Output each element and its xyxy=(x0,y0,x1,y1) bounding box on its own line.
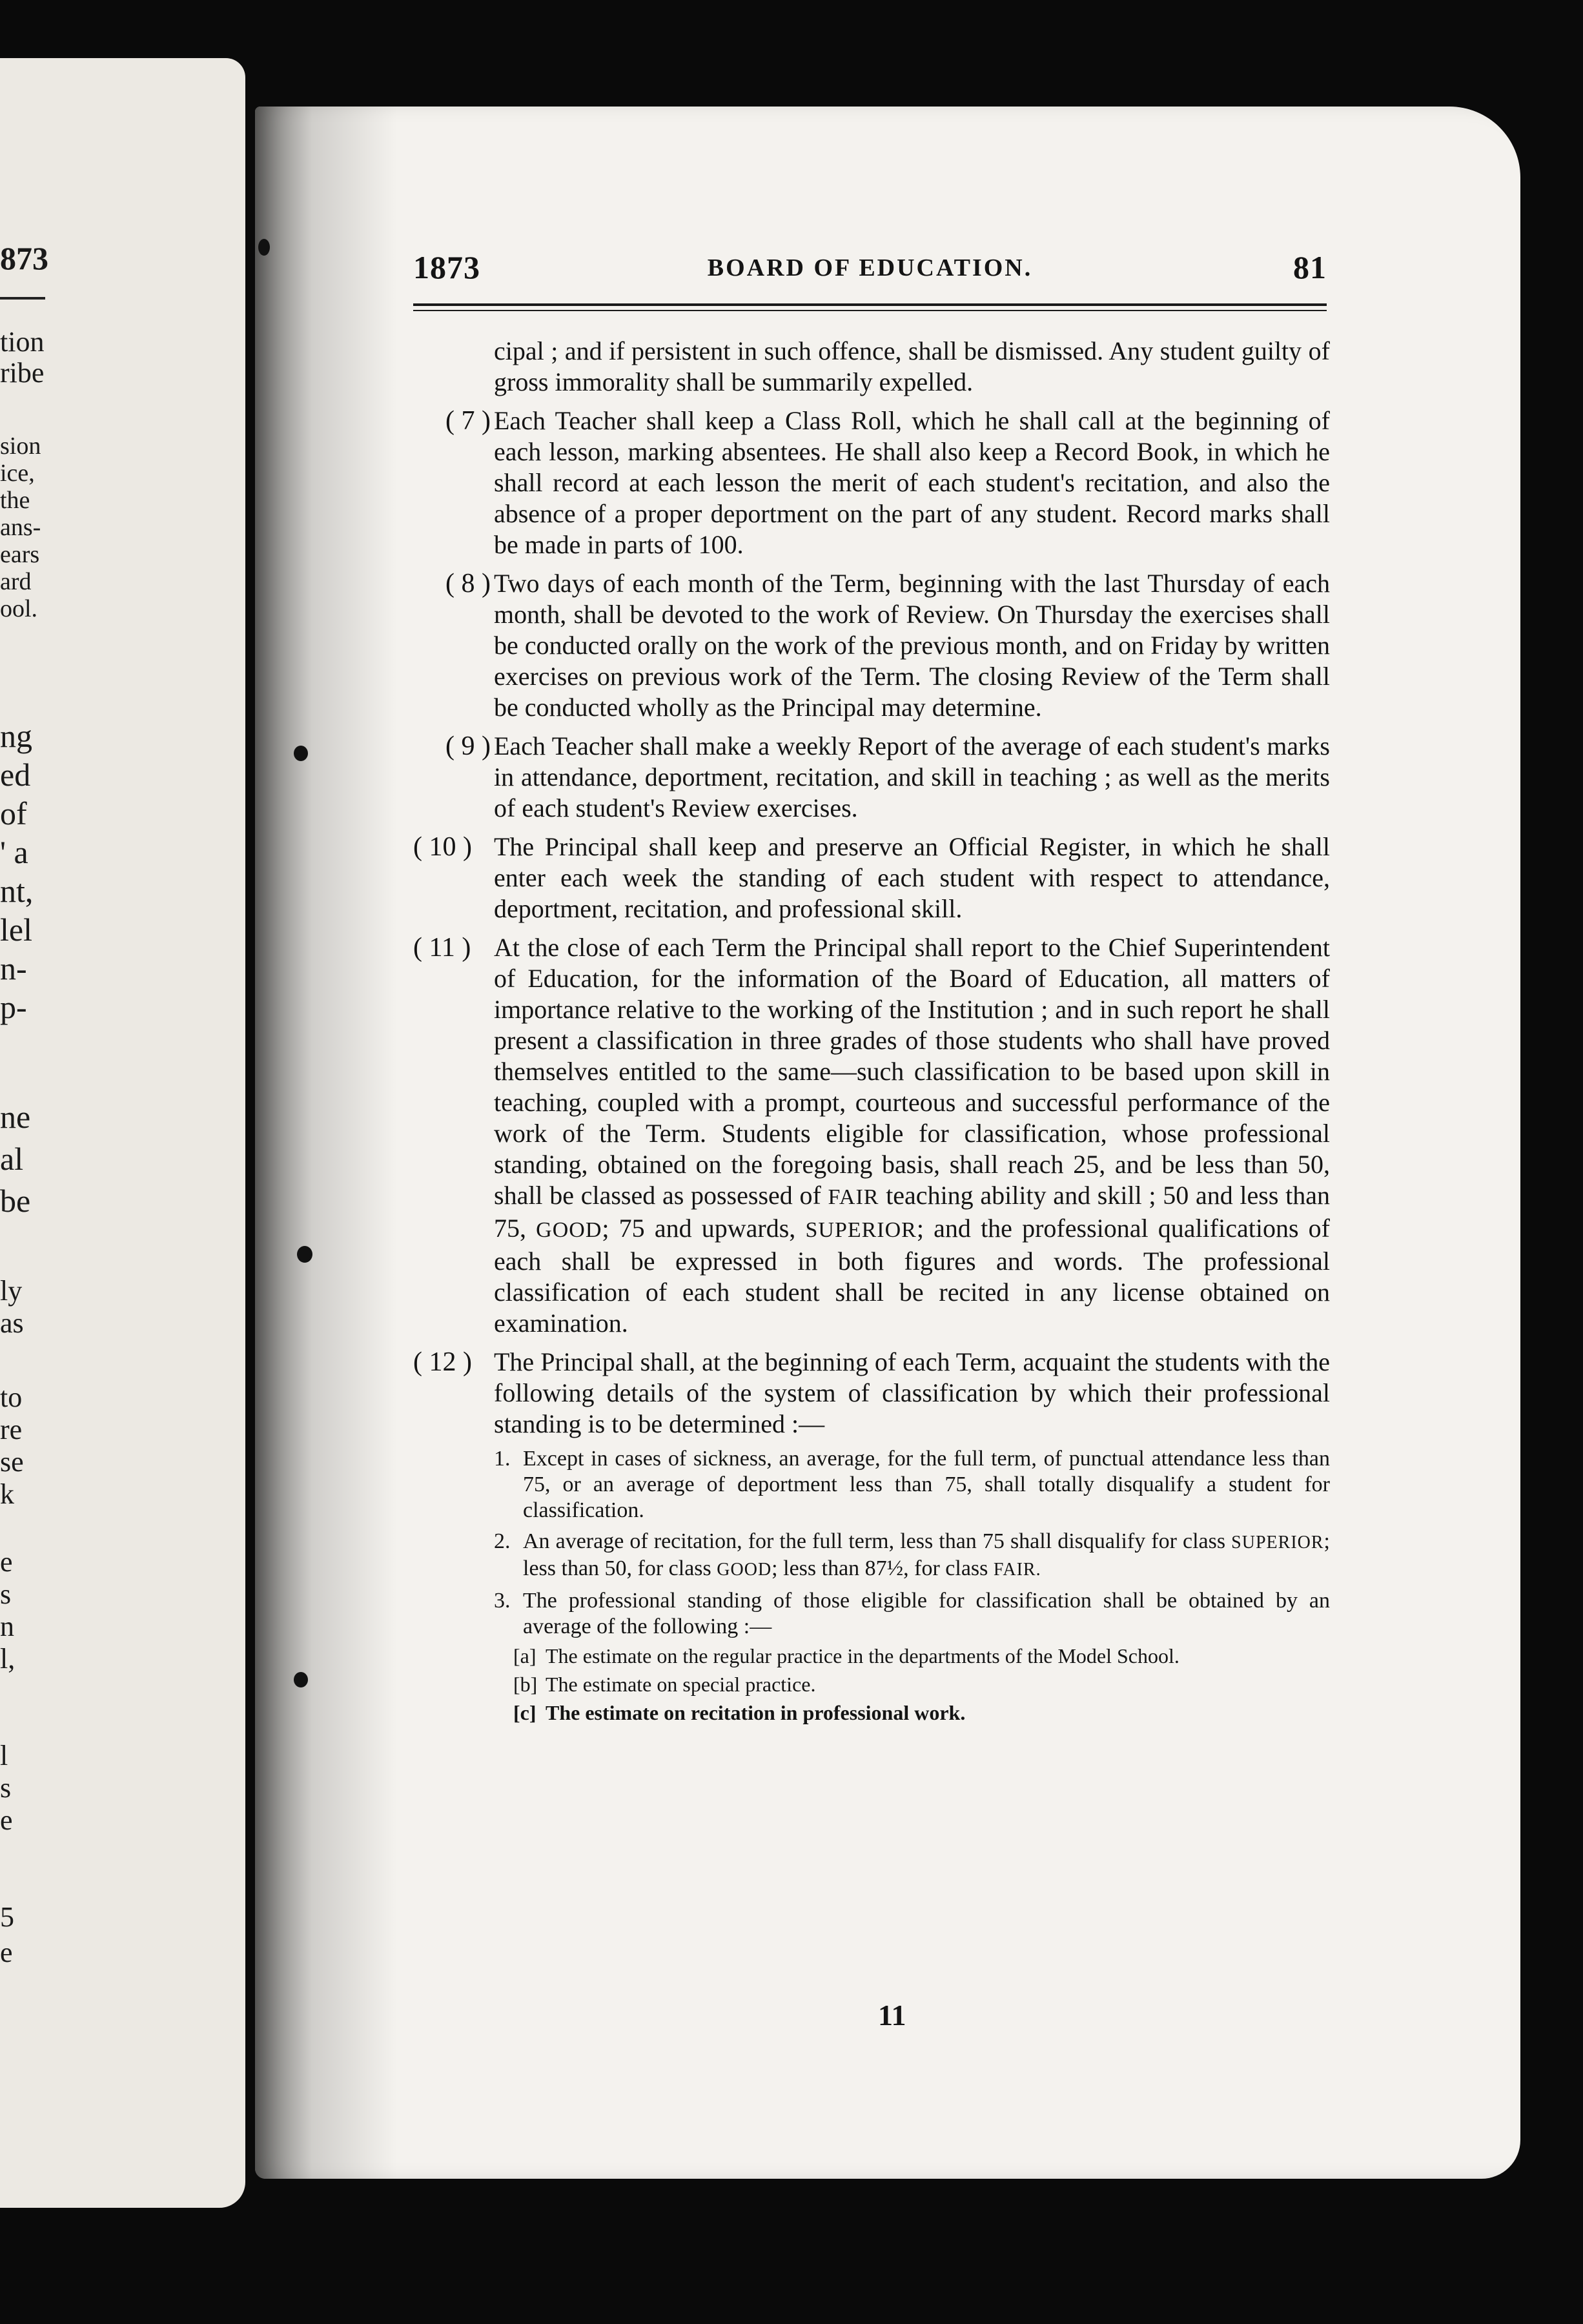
header-year: 1873 xyxy=(413,249,480,285)
adjacent-text-fragment: ribe xyxy=(0,357,45,389)
adjacent-text-fragment: ears xyxy=(0,541,40,568)
adjacent-text-fragment: ed xyxy=(0,757,31,793)
paragraph-number: ( 11 ) xyxy=(413,933,471,963)
grade-superior: SUPERIOR xyxy=(805,1218,917,1242)
detail-text: An average of recitation, for the full term, less than 75 shall disqualify for class xyxy=(523,1529,1226,1553)
paragraph-text: Each Teacher shall keep a Class Roll, which he shall call at the beginning of each lesson, marking absentees. He shall also keep a Record Book, in which he shall record at each lesson the merit of each student's recitation, and also the absence of a proper deportment on the part of any student. Record marks shall be made in parts of 100. xyxy=(494,406,1330,559)
detail-text: The professional standing of those eligible for classification shall be obtained by an average of the following :— xyxy=(523,1589,1330,1638)
detail-text: ; less than 50, for class xyxy=(523,1529,1330,1580)
sub-item-c xyxy=(494,1700,1330,1725)
sub-item-text: The estimate on recitation in professional work. xyxy=(546,1701,966,1724)
paragraph-text: The Principal shall keep and preserve an Official Register, in which he shall enter each week the standing of each student with respect to attendance, deportment, recitation, and professional skill. xyxy=(494,832,1330,923)
detail-number: 3. xyxy=(494,1589,511,1613)
rule-paragraph-7 xyxy=(413,405,1330,560)
adjacent-text-fragment: ice, xyxy=(0,460,35,487)
adjacent-text-fragment: ans- xyxy=(0,514,41,541)
header-rule xyxy=(413,310,1327,311)
adjacent-text-fragment: n- xyxy=(0,950,27,986)
adjacent-text-fragment: the xyxy=(0,487,30,514)
rule-paragraph-11 xyxy=(413,932,1330,1339)
adjacent-text-fragment: s xyxy=(0,1772,12,1804)
adjacent-text-fragment: n xyxy=(0,1611,14,1642)
rule-paragraph-10 xyxy=(413,831,1330,924)
adjacent-text-fragment: re xyxy=(0,1414,23,1445)
rule-paragraph-8 xyxy=(413,568,1330,723)
adjacent-text-fragment: l, xyxy=(0,1643,15,1675)
page-number: 81 xyxy=(1293,249,1327,285)
grade-good: GOOD xyxy=(717,1560,772,1580)
rule-paragraph-12 xyxy=(413,1347,1330,1440)
rule-paragraph-9 xyxy=(413,731,1330,824)
detail-text: ; less than 87½, for class xyxy=(771,1556,988,1580)
detail-item-3 xyxy=(494,1588,1330,1640)
adjacent-text-fragment: lel xyxy=(0,912,32,948)
paragraph-text: The Principal shall, at the beginning of each Term, acquaint the students with the following details of the system of classification by which their professional standing is to be determined :— xyxy=(494,1347,1330,1438)
adjacent-page-fragment xyxy=(0,58,245,2208)
detail-number: 2. xyxy=(494,1529,511,1553)
sub-item-label: [b] xyxy=(513,1673,538,1696)
adjacent-text-fragment: l xyxy=(0,1740,8,1771)
running-title: BOARD OF EDUCATION. xyxy=(707,254,1033,281)
grade-fair: FAIR xyxy=(828,1185,879,1209)
adjacent-text-fragment: sion xyxy=(0,433,41,460)
page-body xyxy=(413,336,1330,1725)
adjacent-text-fragment: ng xyxy=(0,718,32,754)
adjacent-text-fragment: to xyxy=(0,1381,23,1413)
paragraph-number: ( 7 ) xyxy=(445,406,491,436)
sub-item-b xyxy=(494,1672,1330,1697)
paragraph-text: Two days of each month of the Term, beginning with the last Thursday of each month, shall be devoted to the work of Review. On Thursday the exercises shall be conducted orally on the work of the previous month, and on Friday by written exercises on previous work of the Term. The closing Review of the Term shall be conducted wholly as the Principal may determine. xyxy=(494,569,1330,722)
paragraph-number: ( 8 ) xyxy=(445,569,491,598)
detail-item-1 xyxy=(494,1446,1330,1524)
paragraph-text: ; and the professional qualifications of each shall be expressed in both figures and words. The professional classification of each student shall be recited in any license obtained on examination. xyxy=(494,1214,1330,1338)
adjacent-text-fragment: e xyxy=(0,1937,13,1968)
sub-item-label: [c] xyxy=(513,1701,536,1724)
adjacent-text-fragment: 5 xyxy=(0,1901,14,1933)
binding-hole xyxy=(294,746,308,761)
detail-number: 1. xyxy=(494,1447,511,1471)
paragraph-text: ; 75 and upwards, xyxy=(602,1214,796,1243)
paragraph-text: Each Teacher shall make a weekly Report of the average of each student's marks in attendance, deportment, recitation, and skill in teaching ; as well as the merits of each student's Review exercises. xyxy=(494,731,1330,822)
binding-hole xyxy=(258,239,270,256)
sub-item-text: The estimate on the regular practice in the departments of the Model School. xyxy=(546,1644,1180,1667)
adjacent-text-fragment: se xyxy=(0,1446,24,1478)
adjacent-year-fragment: 873 xyxy=(0,240,48,276)
adjacent-text-fragment: e xyxy=(0,1546,13,1578)
adjacent-header-rule xyxy=(0,297,45,300)
adjacent-text-fragment: of xyxy=(0,795,27,831)
signature-mark: 11 xyxy=(878,1999,906,2032)
adjacent-text-fragment: ne xyxy=(0,1099,31,1135)
grade-good: GOOD xyxy=(536,1218,602,1242)
adjacent-text-fragment: ' a xyxy=(0,834,28,870)
adjacent-text-fragment: be xyxy=(0,1183,31,1219)
sub-item-a xyxy=(494,1644,1330,1668)
paragraph-number: ( 12 ) xyxy=(413,1347,472,1377)
sub-item-text: The estimate on special practice. xyxy=(546,1673,816,1696)
detail-item-2 xyxy=(494,1529,1330,1583)
paragraph-text: At the close of each Term the Principal shall report to the Chief Superintendent of Education, for the information of the Board of Education, all matters of importance relative to the working of the Institution ; and in such report he shall present a classification in three grades of those students who shall have proved themselves entitled to the same—such classification to be based upon skill in teaching, coupled with a prompt, courteous and successful performance of the work of the Term. Students eligible for classification, whose professional standing, obtained on the foregoing basis, shall reach 25, and be less than 50, shall be classed as possessed of xyxy=(494,933,1330,1210)
continued-paragraph: cipal ; and if persistent in such offence, shall be dismissed. Any student guilty of gross immorality shall be summarily expelled. xyxy=(494,336,1330,396)
adjacent-text-fragment: ly xyxy=(0,1275,23,1307)
adjacent-text-fragment: ard xyxy=(0,568,32,595)
header-rule xyxy=(413,303,1327,306)
adjacent-text-fragment: al xyxy=(0,1141,24,1177)
classification-details xyxy=(413,1446,1330,1725)
adjacent-text-fragment: as xyxy=(0,1307,24,1339)
grade-superior: SUPERIOR xyxy=(1231,1533,1324,1553)
adjacent-text-fragment: ool. xyxy=(0,595,38,622)
adjacent-text-fragment: nt, xyxy=(0,873,34,909)
page-header xyxy=(413,249,1327,300)
sub-item-label: [a] xyxy=(513,1644,536,1667)
paragraph-number: ( 9 ) xyxy=(445,731,491,761)
adjacent-text-fragment: tion xyxy=(0,326,45,358)
adjacent-text-fragment: e xyxy=(0,1804,13,1836)
detail-text: Except in cases of sickness, an average, for the full term, of punctual attendance less than 75, or an average of deportment less than 75, shall totally disqualify a student for classification. xyxy=(523,1447,1330,1522)
binding-hole xyxy=(294,1672,308,1687)
paragraph-number: ( 10 ) xyxy=(413,832,472,862)
adjacent-text-fragment: s xyxy=(0,1578,12,1610)
adjacent-text-fragment: k xyxy=(0,1478,14,1510)
binding-hole xyxy=(297,1246,312,1263)
binding-shadow xyxy=(255,107,397,2179)
paragraph-text: teaching ability and skill ; 50 and less than 75, xyxy=(494,1181,1330,1243)
adjacent-text-fragment: p- xyxy=(0,989,27,1025)
grade-fair: FAIR. xyxy=(993,1560,1041,1580)
